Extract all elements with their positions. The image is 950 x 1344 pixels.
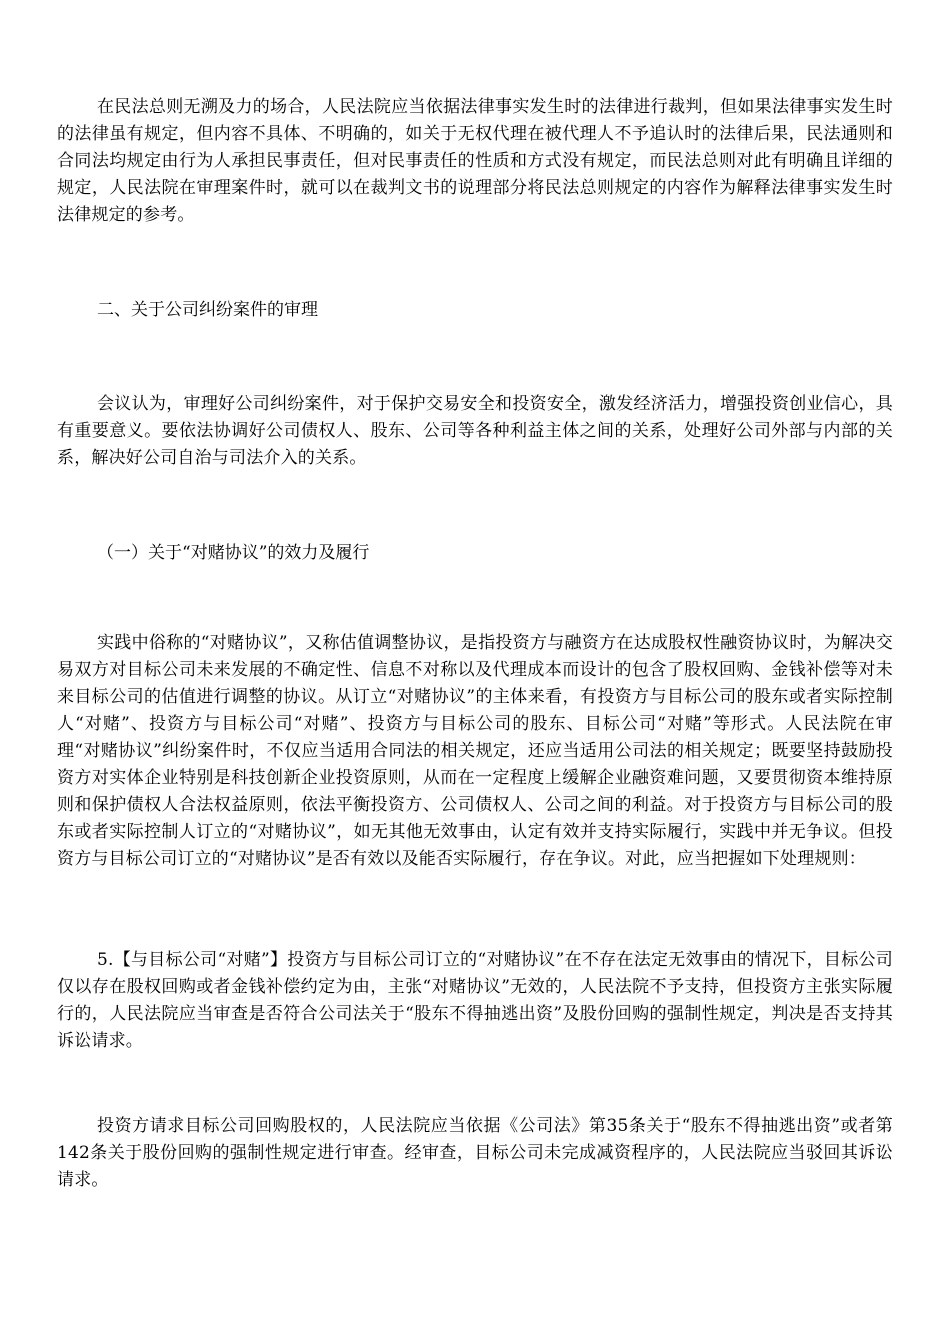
paragraph-share-repurchase: 投资方请求目标公司回购股权的，人民法院应当依据《公司法》第35条关于“股东不得抽逃出资”或者第142条关于股份回购的强制性规定进行审查。经审查，目标公司未完成减资程序的，人民法院应当驳回其诉讼请求。 xyxy=(57,1116,893,1190)
subsection-heading-vam-agreement: （一）关于“对赌协议”的效力及履行 xyxy=(97,543,370,563)
section-heading-company-disputes: 二、关于公司纠纷案件的审理 xyxy=(97,300,318,320)
paragraph-meeting-opinion: 会议认为，审理好公司纠纷案件，对于保护交易安全和投资安全，激发经济活力，增强投资创业信心，具有重要意义。要依法协调好公司债权人、股东、公司等各种利益主体之间的关系，处理好公司外部与内部的关系，解决好公司自治与司法介入的关系。 xyxy=(57,394,893,468)
paragraph-vam-definition: 实践中俗称的“对赌协议”，又称估值调整协议，是指投资方与融资方在达成股权性融资协议时，为解决交易双方对目标公司未来发展的不确定性、信息不对称以及代理成本而设计的包含了股权回购、金钱补偿等对未来目标公司的估值进行调整的协议。从订立“对赌协议”的主体来看，有投资方与目标公司的股东或者实际控制人“对赌”、投资方与目标公司“对赌”、投资方与目标公司的股东、目标公司“对赌”等形式。人民法院在审理“对赌协议”纠纷案件时，不仅应当适用合同法的相关规定，还应当适用公司法的相关规定；既要坚持鼓励投资方对实体企业特别是科技创新企业投资原则，从而在一定程度上缓解企业融资难问题，又要贯彻资本维持原则和保护债权人合法权益原则，依法平衡投资方、公司债权人、公司之间的利益。对于投资方与目标公司的股东或者实际控制人订立的“对赌协议”，如无其他无效事由，认定有效并支持实际履行，实践中并无争议。但投资方与目标公司订立的“对赌协议”是否有效以及能否实际履行，存在争议。对此，应当把握如下处理规则： xyxy=(57,633,893,869)
paragraph-civil-code-retroactivity: 在民法总则无溯及力的场合，人民法院应当依据法律事实发生时的法律进行裁判，但如果法律事实发生时的法律虽有规定，但内容不具体、不明确的，如关于无权代理在被代理人不予追认时的法律后果，民法通则和合同法均规定由行为人承担民事责任，但对民事责任的性质和方式没有规定，而民法总则对此有明确且详细的规定，人民法院在审理案件时，就可以在裁判文书的说理部分将民法总则规定的内容作为解释法律事实发生时法律规定的参考。 xyxy=(57,97,893,225)
paragraph-article-5: 5.【与目标公司“对赌”】投资方与目标公司订立的“对赌协议”在不存在法定无效事由的情况下，目标公司仅以存在股权回购或者金钱补偿约定为由，主张“对赌协议”无效的，人民法院不予支持，但投资方主张实际履行的，人民法院应当审查是否符合公司法关于“股东不得抽逃出资”及股份回购的强制性规定，判决是否支持其诉讼请求。 xyxy=(57,950,893,1051)
